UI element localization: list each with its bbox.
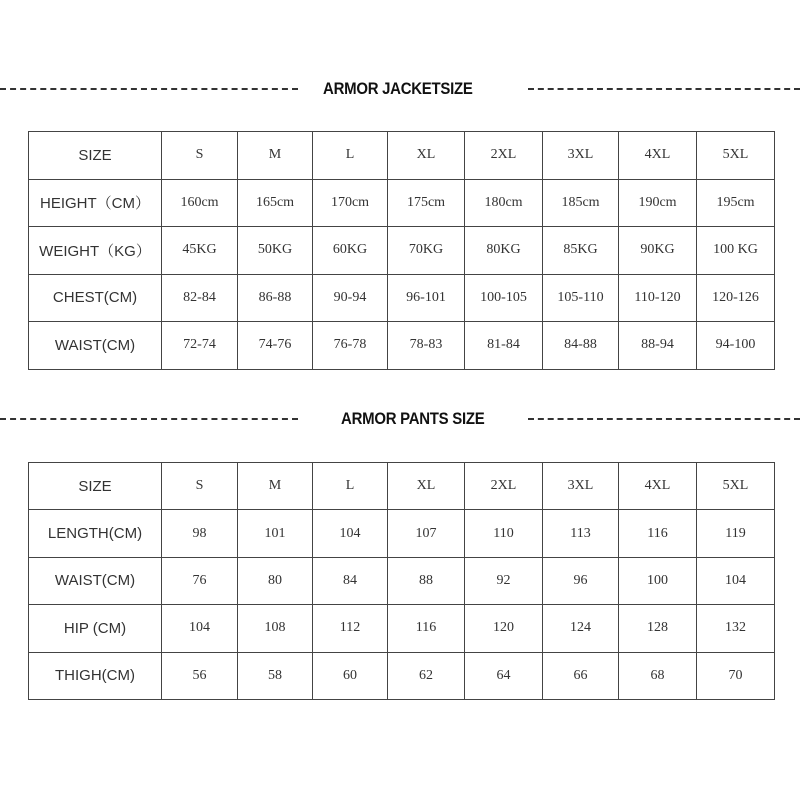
table-cell: 50KG xyxy=(238,227,313,275)
pants-table-row xyxy=(29,652,775,699)
jacket-table-row xyxy=(29,274,775,322)
table-cell: 60KG xyxy=(313,227,388,275)
jacket-size-table xyxy=(28,131,775,370)
table-cell: 100-105 xyxy=(465,274,543,322)
table-cell: 128 xyxy=(619,605,697,652)
table-cell: 110 xyxy=(465,510,543,557)
table-cell: 170cm xyxy=(313,179,388,227)
row-label: WAIST(CM) xyxy=(29,322,162,370)
table-cell: 72-74 xyxy=(162,322,238,370)
table-cell: 96-101 xyxy=(388,274,465,322)
size-header-cell: 5XL xyxy=(697,463,775,510)
table-cell: 119 xyxy=(697,510,775,557)
table-cell: 104 xyxy=(162,605,238,652)
table-cell: 132 xyxy=(697,605,775,652)
table-cell: 78-83 xyxy=(388,322,465,370)
table-cell: 56 xyxy=(162,652,238,699)
table-cell: 165cm xyxy=(238,179,313,227)
size-header-cell: M xyxy=(238,463,313,510)
table-cell: 66 xyxy=(543,652,619,699)
table-cell: 107 xyxy=(388,510,465,557)
table-cell: 84 xyxy=(313,557,388,604)
pants-size-title: ARMOR PANTS SIZE xyxy=(341,409,485,428)
row-label: SIZE xyxy=(29,132,162,180)
table-cell: 80KG xyxy=(465,227,543,275)
row-label: CHEST(CM) xyxy=(29,274,162,322)
table-cell: 180cm xyxy=(465,179,543,227)
table-cell: 60 xyxy=(313,652,388,699)
right-dashed-divider xyxy=(528,418,800,420)
row-label: HEIGHT（CM） xyxy=(29,179,162,227)
table-cell: 70KG xyxy=(388,227,465,275)
table-cell: 120-126 xyxy=(697,274,775,322)
size-header-cell: XL xyxy=(388,132,465,180)
row-label: LENGTH(CM) xyxy=(29,510,162,557)
table-cell: 76 xyxy=(162,557,238,604)
table-cell: 116 xyxy=(388,605,465,652)
table-cell: 104 xyxy=(313,510,388,557)
size-header-cell: 5XL xyxy=(697,132,775,180)
table-cell: 112 xyxy=(313,605,388,652)
left-dashed-divider xyxy=(0,88,298,90)
left-dashed-divider xyxy=(0,418,298,420)
size-header-cell: 3XL xyxy=(543,463,619,510)
table-cell: 108 xyxy=(238,605,313,652)
row-label: THIGH(CM) xyxy=(29,652,162,699)
pants-table-row xyxy=(29,557,775,604)
table-cell: 100 xyxy=(619,557,697,604)
table-cell: 101 xyxy=(238,510,313,557)
table-cell: 68 xyxy=(619,652,697,699)
table-cell: 96 xyxy=(543,557,619,604)
row-label: HIP (CM) xyxy=(29,605,162,652)
table-cell: 195cm xyxy=(697,179,775,227)
jacket-table-row xyxy=(29,179,775,227)
table-cell: 94-100 xyxy=(697,322,775,370)
table-cell: 120 xyxy=(465,605,543,652)
table-cell: 45KG xyxy=(162,227,238,275)
table-cell: 185cm xyxy=(543,179,619,227)
pants-table-row xyxy=(29,605,775,652)
table-cell: 116 xyxy=(619,510,697,557)
size-header-cell: L xyxy=(313,463,388,510)
table-cell: 105-110 xyxy=(543,274,619,322)
pants-size-table xyxy=(28,462,775,700)
table-cell: 160cm xyxy=(162,179,238,227)
size-header-cell: S xyxy=(162,132,238,180)
table-cell: 92 xyxy=(465,557,543,604)
right-dashed-divider xyxy=(528,88,800,90)
table-cell: 80 xyxy=(238,557,313,604)
row-label: SIZE xyxy=(29,463,162,510)
table-cell: 88-94 xyxy=(619,322,697,370)
size-header-cell: 3XL xyxy=(543,132,619,180)
table-cell: 124 xyxy=(543,605,619,652)
table-cell: 81-84 xyxy=(465,322,543,370)
table-cell: 190cm xyxy=(619,179,697,227)
size-header-cell: 4XL xyxy=(619,132,697,180)
jacket-table-row xyxy=(29,322,775,370)
size-header-cell: L xyxy=(313,132,388,180)
table-cell: 88 xyxy=(388,557,465,604)
table-cell: 84-88 xyxy=(543,322,619,370)
pants-section-header xyxy=(0,404,800,434)
table-cell: 62 xyxy=(388,652,465,699)
jacket-table-row xyxy=(29,132,775,180)
jacket-table-row xyxy=(29,227,775,275)
pants-table-row xyxy=(29,510,775,557)
size-header-cell: XL xyxy=(388,463,465,510)
table-cell: 110-120 xyxy=(619,274,697,322)
table-cell: 82-84 xyxy=(162,274,238,322)
row-label: WEIGHT（KG） xyxy=(29,227,162,275)
table-cell: 58 xyxy=(238,652,313,699)
size-header-cell: 2XL xyxy=(465,132,543,180)
size-header-cell: 2XL xyxy=(465,463,543,510)
jacket-section-header xyxy=(0,74,800,104)
table-cell: 90KG xyxy=(619,227,697,275)
table-cell: 76-78 xyxy=(313,322,388,370)
table-cell: 175cm xyxy=(388,179,465,227)
row-label: WAIST(CM) xyxy=(29,557,162,604)
table-cell: 70 xyxy=(697,652,775,699)
table-cell: 90-94 xyxy=(313,274,388,322)
size-header-cell: M xyxy=(238,132,313,180)
table-cell: 100 KG xyxy=(697,227,775,275)
table-cell: 86-88 xyxy=(238,274,313,322)
table-cell: 74-76 xyxy=(238,322,313,370)
jacket-size-title: ARMOR JACKETSIZE xyxy=(323,79,473,98)
size-header-cell: 4XL xyxy=(619,463,697,510)
size-header-cell: S xyxy=(162,463,238,510)
table-cell: 113 xyxy=(543,510,619,557)
table-cell: 64 xyxy=(465,652,543,699)
table-cell: 104 xyxy=(697,557,775,604)
pants-table-row xyxy=(29,463,775,510)
table-cell: 85KG xyxy=(543,227,619,275)
table-cell: 98 xyxy=(162,510,238,557)
